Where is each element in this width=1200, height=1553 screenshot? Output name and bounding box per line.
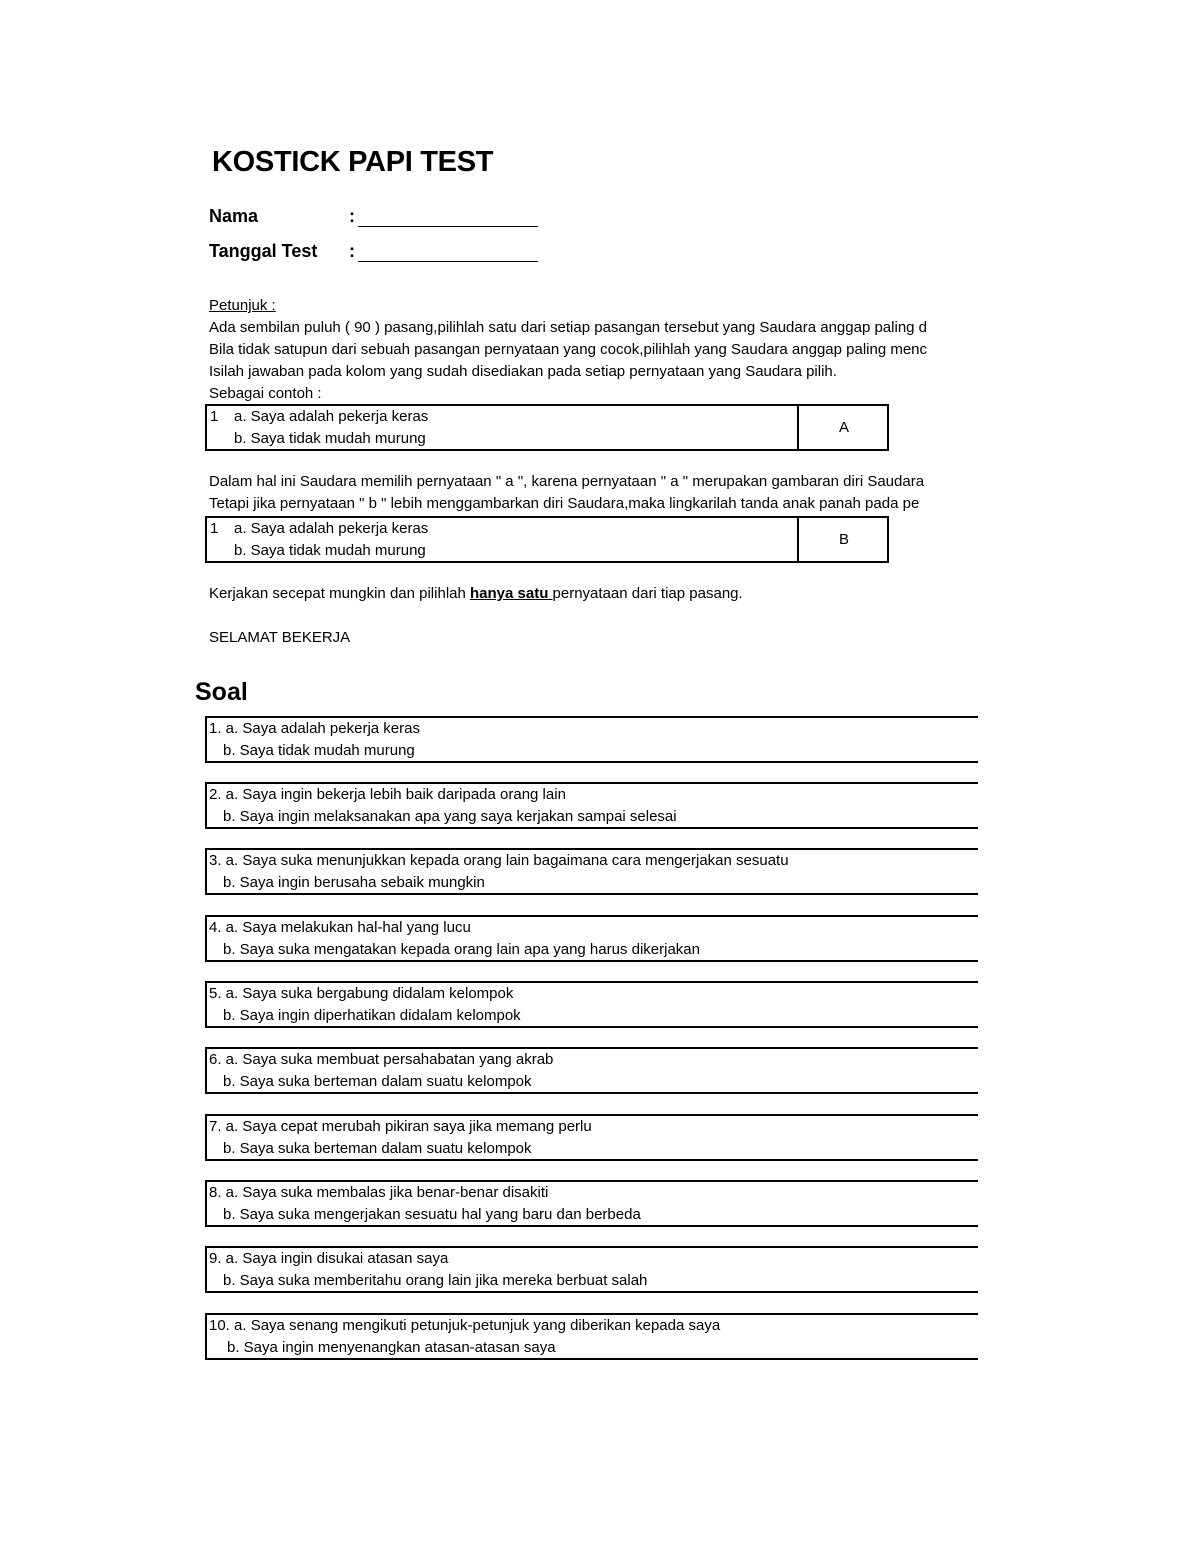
closing-text: SELAMAT BEKERJA [209, 629, 351, 646]
question-box [205, 716, 978, 763]
question-box [205, 1246, 978, 1293]
example-option-b: b. Saya tidak mudah murung [234, 430, 426, 447]
question-option-a[interactable]: 4. a. Saya melakukan hal-hal yang lucu [209, 919, 471, 936]
example-answer-cell: B [797, 518, 889, 561]
question-box [205, 782, 978, 829]
tanggal-blank-line[interactable] [358, 261, 538, 262]
final-text-emphasis: hanya satu [470, 585, 553, 602]
question-option-a[interactable]: 9. a. Saya ingin disukai atasan saya [209, 1250, 449, 1267]
question-option-b[interactable]: b. Saya ingin berusaha sebaik mungkin [223, 874, 485, 891]
question-option-b[interactable]: b. Saya ingin melaksanakan apa yang saya kerjakan sampai selesai [223, 808, 677, 825]
question-option-a[interactable]: 7. a. Saya cepat merubah pikiran saya jika memang perlu [209, 1118, 592, 1135]
example-option-b: b. Saya tidak mudah murung [234, 542, 426, 559]
question-option-b[interactable]: b. Saya suka berteman dalam suatu kelompok [223, 1073, 532, 1090]
question-option-b[interactable]: b. Saya suka memberitahu orang lain jika mereka berbuat salah [223, 1272, 648, 1289]
question-option-b[interactable]: b. Saya ingin diperhatikan didalam kelompok [223, 1007, 521, 1024]
instruction-line: Sebagai contoh : [209, 385, 322, 402]
example-answer-cell: A [797, 406, 889, 449]
field-label-tanggal: Tanggal Test [209, 241, 318, 261]
question-box [205, 981, 978, 1028]
field-colon-tanggal: : [349, 241, 355, 261]
question-option-b[interactable]: b. Saya suka mengatakan kepada orang lain apa yang harus dikerjakan [223, 941, 700, 958]
question-box [205, 915, 978, 962]
question-option-a[interactable]: 6. a. Saya suka membuat persahabatan yang akrab [209, 1051, 554, 1068]
question-box [205, 848, 978, 895]
instruction-line: Dalam hal ini Saudara memilih pernyataan " a ", karena pernyataan " a " merupakan gambaran diri Saudara [209, 473, 925, 490]
field-colon-nama: : [349, 206, 355, 226]
final-text-after: pernyataan dari tiap pasang. [552, 585, 743, 602]
question-box [205, 1180, 978, 1227]
question-option-b[interactable]: b. Saya ingin menyenangkan atasan-atasan saya [227, 1339, 556, 1356]
example-number: 1 [210, 520, 219, 537]
question-box [205, 1047, 978, 1094]
question-option-a[interactable]: 8. a. Saya suka membalas jika benar-benar disakiti [209, 1184, 549, 1201]
question-box [205, 1313, 978, 1360]
example-option-a: a. Saya adalah pekerja keras [234, 408, 429, 425]
final-instruction [209, 583, 743, 605]
field-label-nama: Nama [209, 206, 259, 226]
example-number: 1 [210, 408, 219, 425]
instruction-line: Ada sembilan puluh ( 90 ) pasang,pilihlah satu dari setiap pasangan tersebut yang Saudara anggap paling d [209, 319, 928, 336]
question-option-a[interactable]: 2. a. Saya ingin bekerja lebih baik daripada orang lain [209, 786, 566, 803]
question-box [205, 1114, 978, 1161]
example-box-2 [205, 516, 889, 563]
question-option-a[interactable]: 5. a. Saya suka bergabung didalam kelompok [209, 985, 514, 1002]
question-option-b[interactable]: b. Saya tidak mudah murung [223, 742, 415, 759]
nama-blank-line[interactable] [358, 226, 538, 227]
instruction-line: Tetapi jika pernyataan " b " lebih menggambarkan diri Saudara,maka lingkarilah tanda anak panah pada pe [209, 495, 920, 512]
question-option-a[interactable]: 3. a. Saya suka menunjukkan kepada orang lain bagaimana cara mengerjakan sesuatu [209, 852, 789, 869]
question-option-b[interactable]: b. Saya suka mengerjakan sesuatu hal yang baru dan berbeda [223, 1206, 641, 1223]
question-option-a[interactable]: 10. a. Saya senang mengikuti petunjuk-petunjuk yang diberikan kepada saya [209, 1317, 721, 1334]
page-title: KOSTICK PAPI TEST [212, 146, 494, 178]
question-option-a[interactable]: 1. a. Saya adalah pekerja keras [209, 720, 420, 737]
question-option-b[interactable]: b. Saya suka berteman dalam suatu kelompok [223, 1140, 532, 1157]
instructions-heading: Petunjuk : [209, 297, 276, 314]
instruction-line: Bila tidak satupun dari sebuah pasangan pernyataan yang cocok,pilihlah yang Saudara anggap paling menc [209, 341, 928, 358]
instruction-line: Isilah jawaban pada kolom yang sudah disediakan pada setiap pernyataan yang Saudara pilih. [209, 363, 837, 380]
example-option-a: a. Saya adalah pekerja keras [234, 520, 429, 537]
final-text-before: Kerjakan secepat mungkin dan pilihlah [209, 585, 470, 602]
example-box-1 [205, 404, 889, 451]
soal-heading: Soal [195, 678, 248, 706]
